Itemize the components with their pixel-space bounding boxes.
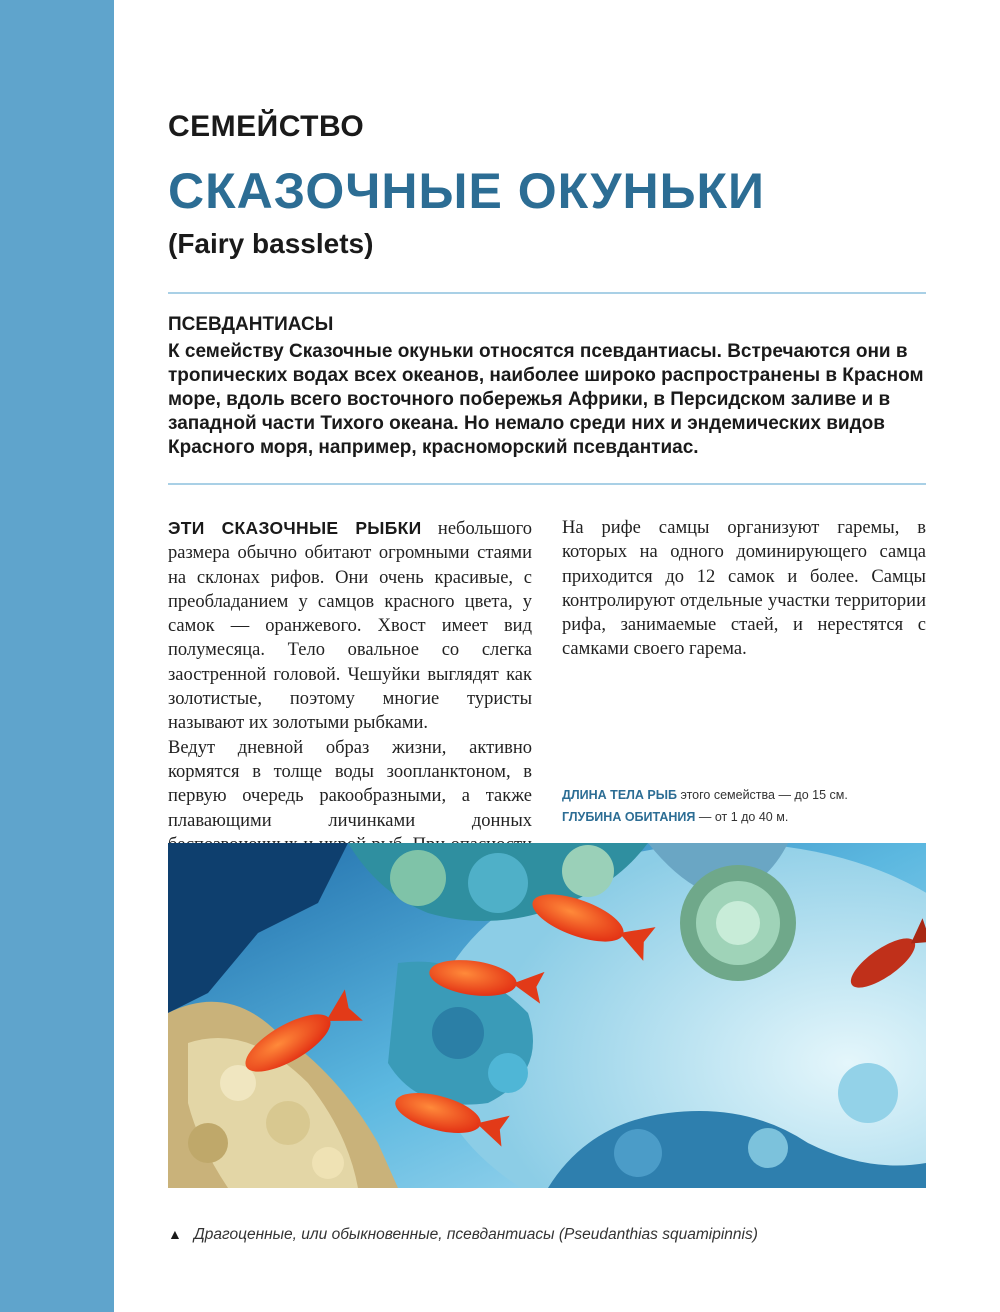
photo-caption [168, 1226, 758, 1244]
fact-depth [562, 806, 848, 828]
fact-depth-text: — от 1 до 40 м. [695, 810, 789, 824]
caption-text: Драгоценные, или обыкновенные, псевдантиасы (Pseudanthias squamipinnis) [193, 1226, 758, 1243]
fact-depth-label: ГЛУБИНА ОБИТАНИЯ [562, 810, 696, 824]
body-column-right [562, 516, 926, 662]
paragraph-3: На рифе самцы организуют гаремы, в которых на одного доминирующего самца приходится до 12 самок и более. Самцы контролируют отдельные участки территории рифа, занимаемые стаей, и нерестятся с самками своего гарема. [562, 518, 926, 660]
page-title: СКАЗОЧНЫЕ ОКУНЬКИ [168, 163, 765, 219]
intro-text: К семейству Сказочные окуньки относятся псевдантиасы. Встречаются они в тропических водах всех океанов, наиболее широко распространены в Красном море, вдоль всего восточного побережья Африки, в Персидском заливе и в западной части Тихого океана. Но немало среди них и эндемических видов Красного моря, например, красноморский псевдантиас. [168, 341, 924, 458]
divider-bottom [168, 483, 926, 485]
triangle-icon: ▲ [168, 1226, 182, 1242]
paragraph-2: Ведут дневной образ жизни, активно кормятся в толще воды зоопланктоном, в первую очередь ракообразными, а также плавающими личинками донных [168, 737, 532, 831]
fact-length [562, 784, 848, 806]
english-name: (Fairy basslets) [168, 228, 374, 259]
paragraph-1 [168, 516, 532, 736]
paragraph-1-text: небольшого размера обычно обитают огромными стаями на склонах рифов. Они очень красивые, с преобладанием у самцов красного цвета, у самок — оранжевого. Хвост имеет вид полумесяца. Тело овальное со слегка заостренной головой. Чешуйки выглядят как золотистые, поэтому многие туристы называют их золотыми рыбками. [168, 519, 533, 734]
reef-photo [168, 843, 926, 1188]
family-label: СЕМЕЙСТВО [168, 110, 365, 143]
lead-in: ЭТИ СКАЗОЧНЫЕ РЫБКИ [168, 518, 422, 538]
fact-length-label: ДЛИНА ТЕЛА РЫБ [562, 788, 677, 802]
divider-top [168, 292, 926, 294]
side-color-bar [0, 0, 114, 1312]
fact-length-text: этого семейства — до 15 см. [677, 788, 848, 802]
facts-box [562, 784, 848, 828]
coral-round [680, 865, 796, 981]
intro-heading: ПСЕВДАНТИАСЫ [168, 314, 334, 335]
